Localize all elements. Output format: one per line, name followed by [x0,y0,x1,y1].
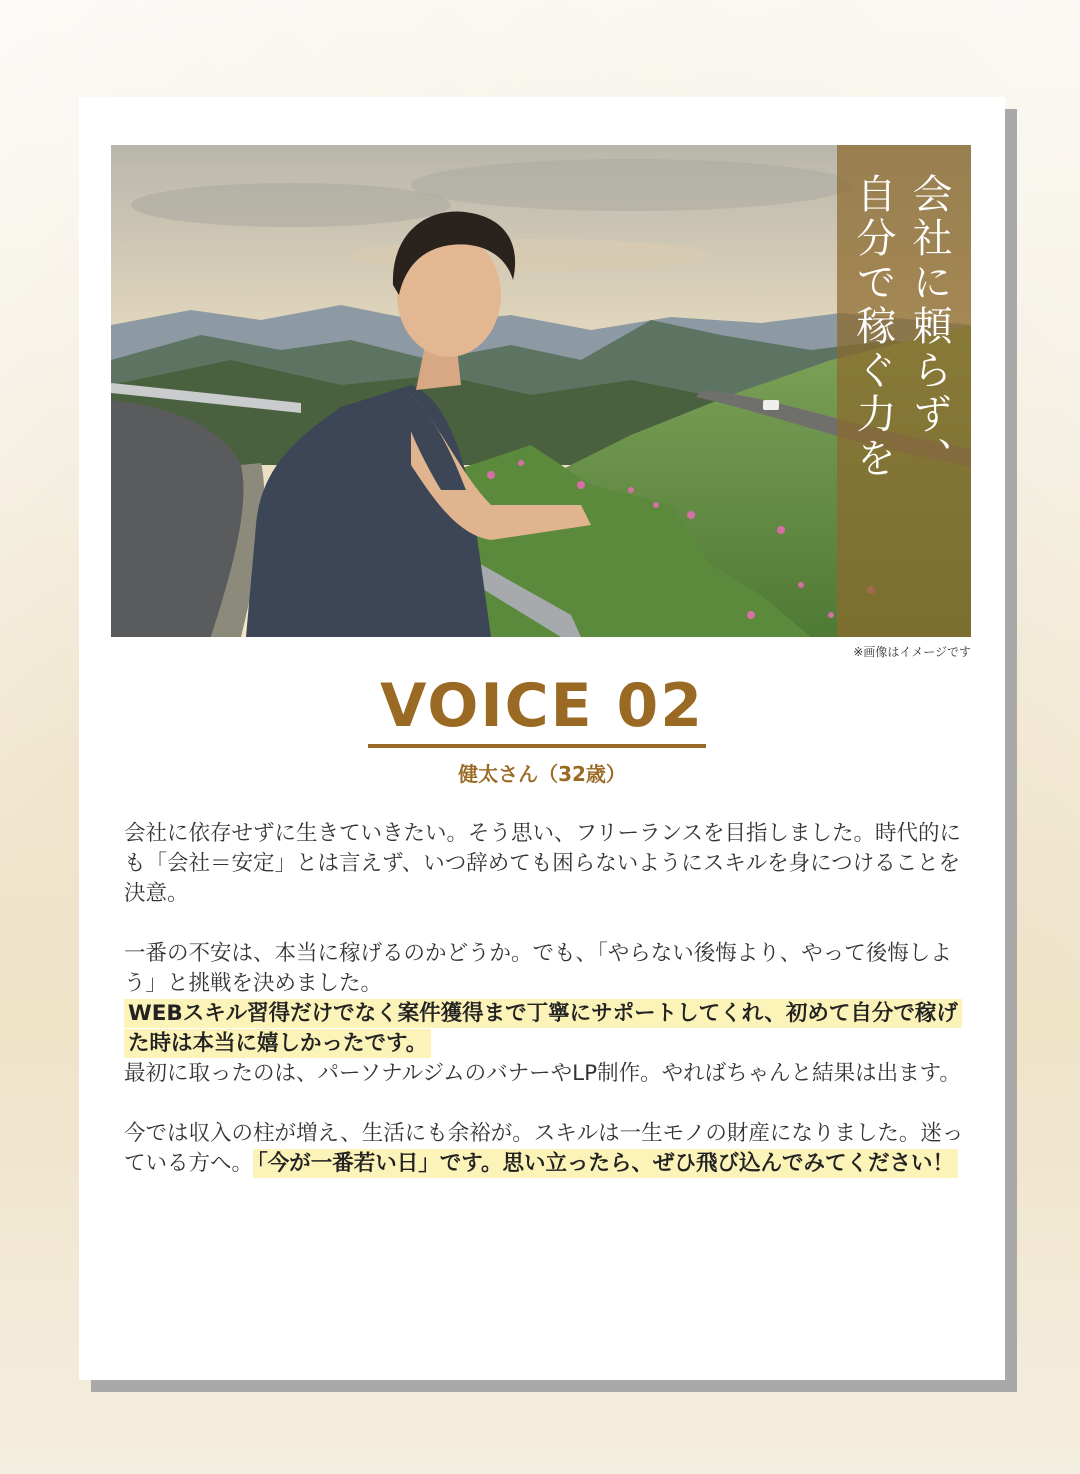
tagline-panel [837,145,971,637]
person-name: 健太さん（32歳） [458,762,626,786]
highlight-support: WEBスキル習得だけでなく案件獲得まで丁寧にサポートしてくれ、初めて自分で稼げた時は本当に嬉しかったです。 [124,999,962,1058]
paragraph-2-text: 一番の不安は、本当に稼げるのかどうか。でも、「やらない後悔より、やって後悔しよう」と挑戦を決めました。 [124,941,952,996]
voice-title: VOICE 02 [379,671,705,741]
paragraph-2-after: 最初に取ったのは、パーソナルジムのバナーやLP制作。やればちゃんと結果は出ます。 [124,1061,961,1086]
paragraph-3 [124,1119,964,1179]
title-underline [368,744,706,748]
tagline-text: 会社に頼らず、 自分で稼ぐ力を [850,173,952,481]
paragraph-2 [124,939,964,1089]
highlight-message: 「今が一番若い日」です。思い立ったら、ぜひ飛び込んでみてください！ [253,1149,958,1178]
paragraph-3-text: 今では収入の柱が増え、生活にも余裕が。スキルは一生モノの財産になりました。迷っている方へ。 [124,1121,964,1176]
voice-card [79,97,1005,1380]
paragraph-1: 会社に依存せずに生きていきたい。そう思い、フリーランスを目指しました。時代的にも「会社＝安定」とは言えず、いつ辞めても困らないようにスキルを身につけることを決意。 [124,821,961,906]
testimonial-body [124,819,964,1179]
image-disclaimer: ※画像はイメージです [853,645,971,659]
testimonial-photo [111,145,971,637]
